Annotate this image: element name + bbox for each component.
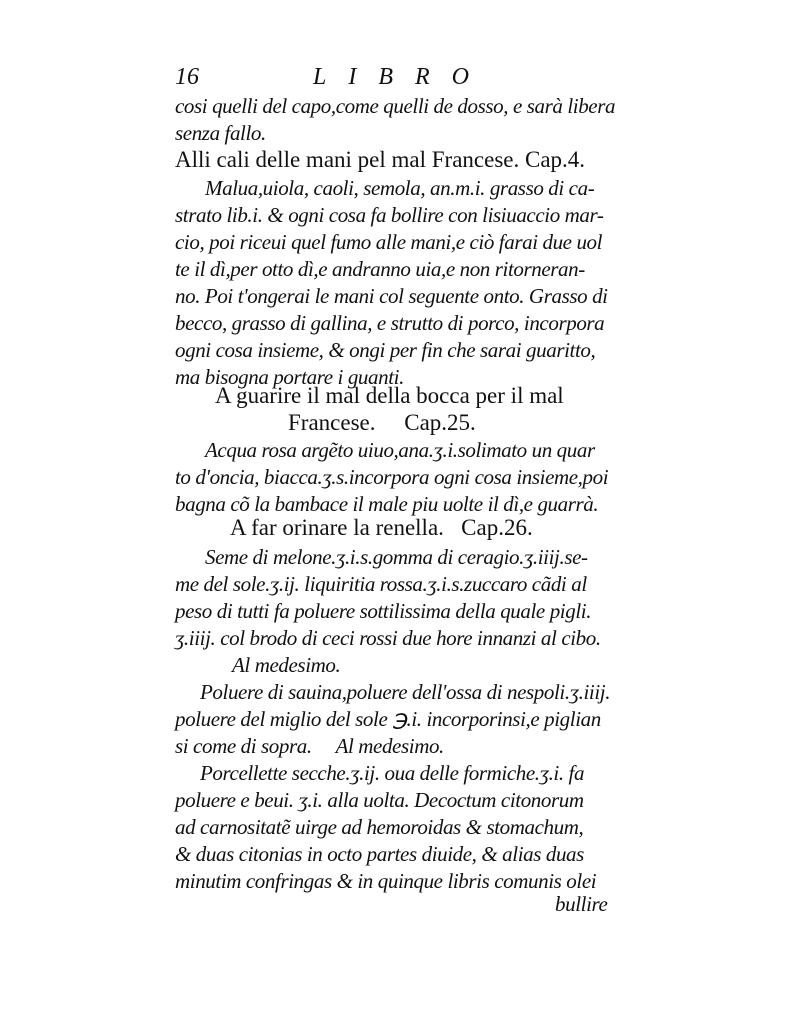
text-line: Poluere di sauina,poluere dell'ossa di nespoli.ʒ.iiij. (200, 680, 611, 704)
text-line: peso di tutti fa poluere sottilissima della quale pigli. (175, 599, 592, 623)
text-line: ad carnositatẽ uirge ad hemoroidas & stomachum, (175, 815, 584, 839)
text-line: me del sole.ʒ.ij. liquiritia rossa.ʒ.i.s.zuccaro cãdi al (175, 572, 587, 596)
text-line: si come di sopra. Al medesimo. (175, 734, 444, 758)
text-line: Seme di melone.ʒ.i.s.gomma di ceragio.ʒ.iiij.se- (205, 545, 588, 569)
text-line: poluere e beui. ʒ.i. alla uolta. Decoctum citonorum (175, 788, 584, 812)
text-line: ogni cosa insieme, & ongi per fin che sarai guaritto, (175, 338, 596, 362)
section-heading: Al medesimo. (232, 653, 341, 677)
chapter-heading: A far orinare la renella. Cap.26. (230, 515, 533, 540)
page-header (175, 64, 505, 94)
text-line: becco, grasso di gallina, e strutto di porco, incorpora (175, 311, 605, 335)
text-line: minutim confringas & in quinque libris comunis olei (175, 869, 597, 893)
text-line: senza fallo. (175, 121, 266, 145)
text-line: cio, poi riceui quel fumo alle mani,e ciò farai due uol (175, 230, 603, 254)
text-line: te il dì,per otto dì,e andranno uia,e non ritorneran- (175, 257, 585, 281)
chapter-heading: A guarire il mal della bocca per il mal (215, 383, 564, 408)
text-line: poluere del miglio del sole ℈.i. incorporinsi,e piglian (175, 707, 601, 731)
running-title: LIBRO (313, 64, 491, 90)
text-line: Porcellette secche.ʒ.ij. oua delle formiche.ʒ.i. fa (200, 761, 585, 785)
page-number: 16 (175, 64, 199, 90)
text-line: Malua,uiola, caoli, semola, an.m.i. grasso di ca- (205, 176, 595, 200)
text-line: bagna cõ la bambace il male piu uolte il dì,e guarrà. (175, 492, 599, 516)
text-line: Acqua rosa argẽto uiuo,ana.ʒ.i.solimato un quar (205, 438, 595, 462)
text-line: strato lib.i. & ogni cosa fa bollire con lisiuaccio mar- (175, 203, 604, 227)
text-line: cosi quelli del capo,come quelli de dosso, e sarà libera (175, 94, 616, 118)
text-line: ma bisogna portare i guanti. (175, 365, 404, 389)
text-line: no. Poi t'ongerai le mani col seguente onto. Grasso di (175, 284, 608, 308)
text-line: ʒ.iiij. col brodo di ceci rossi due hore innanzi al cibo. (175, 626, 601, 650)
chapter-heading: Francese. Cap.25. (288, 410, 476, 435)
text-line: to d'oncia, biacca.ʒ.s.incorpora ogni cosa insieme,poi (175, 465, 609, 489)
chapter-heading: Alli cali delle mani pel mal Francese. Cap.4. (175, 147, 586, 172)
text-line: & duas citonias in octo partes diuide, & alias duas (175, 842, 584, 866)
catchword: bullire (555, 892, 608, 916)
